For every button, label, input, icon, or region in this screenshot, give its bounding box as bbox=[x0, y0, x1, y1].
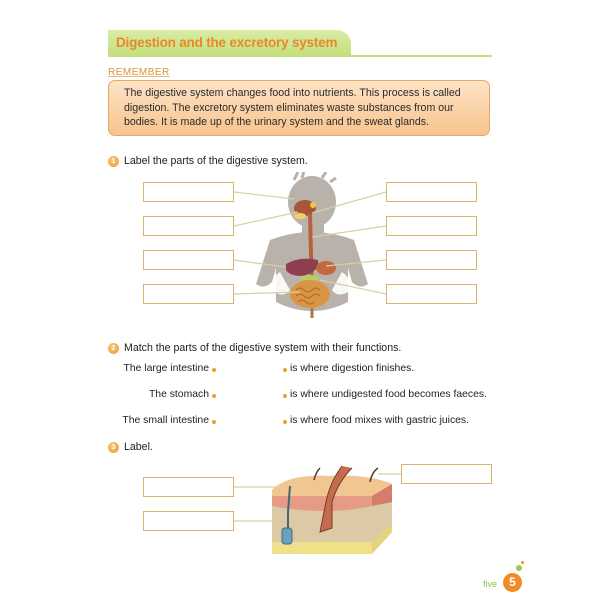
match-dot-left-3[interactable] bbox=[212, 420, 216, 424]
exercise-2-instruction: Match the parts of the digestive system with their functions. bbox=[124, 342, 402, 354]
match-left-stomach: The stomach bbox=[148, 389, 209, 400]
exercise-3-badge: 3 bbox=[108, 442, 119, 453]
label-box-skin-3[interactable] bbox=[401, 464, 492, 484]
match-right-1: is where digestion finishes. bbox=[290, 363, 415, 374]
match-left-small-intestine: The small intestine bbox=[122, 415, 209, 426]
label-box-skin-1[interactable] bbox=[143, 477, 234, 497]
match-dot-left-1[interactable] bbox=[212, 368, 216, 372]
match-right-3: is where food mixes with gastric juices. bbox=[290, 415, 470, 426]
decor-dot-green bbox=[516, 565, 522, 571]
match-dot-left-2[interactable] bbox=[212, 394, 216, 398]
remember-text: The digestive system changes food into nutrients. This process is called digestion. The excretory system eliminates waste substances from our bodies. It is made up of the urinary system and the sweat glands. bbox=[124, 87, 461, 129]
exercise-3-instruction: Label. bbox=[124, 441, 153, 453]
remember-heading: REMEMBER bbox=[108, 67, 170, 78]
match-right-2: is where undigested food becomes faeces. bbox=[290, 389, 487, 400]
label-box-skin-2[interactable] bbox=[143, 511, 234, 531]
page-title: Digestion and the excretory system bbox=[116, 35, 338, 50]
match-dot-right-2[interactable] bbox=[283, 394, 287, 398]
page-number-word: five bbox=[483, 579, 498, 589]
decor-dot-orange bbox=[521, 561, 524, 564]
exercise-1-instruction: Label the parts of the digestive system. bbox=[124, 155, 308, 167]
match-left-large-intestine: The large intestine bbox=[123, 363, 209, 374]
exercise-2-badge: 2 bbox=[108, 343, 119, 354]
match-dot-right-1[interactable] bbox=[283, 368, 287, 372]
match-dot-right-3[interactable] bbox=[283, 420, 287, 424]
skin-cross-section-diagram bbox=[268, 462, 398, 558]
exercise-1-badge: 1 bbox=[108, 156, 119, 167]
page-number-badge: 5 bbox=[503, 573, 522, 592]
